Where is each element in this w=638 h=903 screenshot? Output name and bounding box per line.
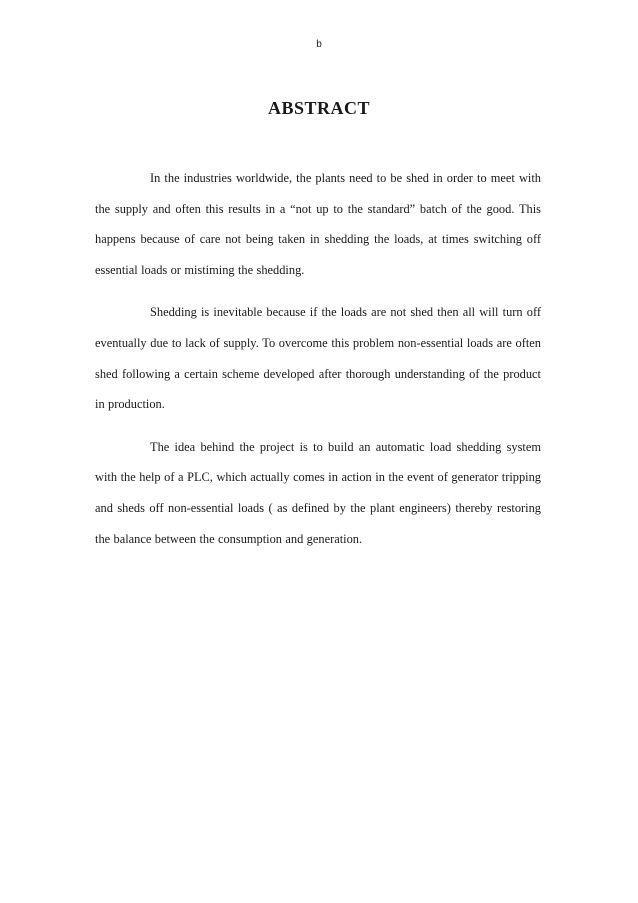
abstract-body [95,163,541,566]
paragraph-2: Shedding is inevitable because if the loads are not shed then all will turn off eventually due to lack of supply. To overcome this problem non-essential loads are often shed following a certain scheme developed after thorough understanding of the product in production. [95,305,541,412]
abstract-title: ABSTRACT [267,98,371,118]
page-marker: b [316,39,322,50]
paragraph-1: In the industries worldwide, the plants need to be shed in order to meet with the supply and often this results in a “not up to the standard” batch of the good. This happens because of care not being taken in shedding the loads, at times switching off essential loads or mistiming the shedding. [95,171,541,277]
paragraph-3: The idea behind the project is to build an automatic load shedding system with the help of a PLC, which actually comes in action in the event of generator tripping and sheds off non-essential loads ( as defined by the plant engineers) thereby restoring the balance between the consumption and generation. [95,439,541,546]
